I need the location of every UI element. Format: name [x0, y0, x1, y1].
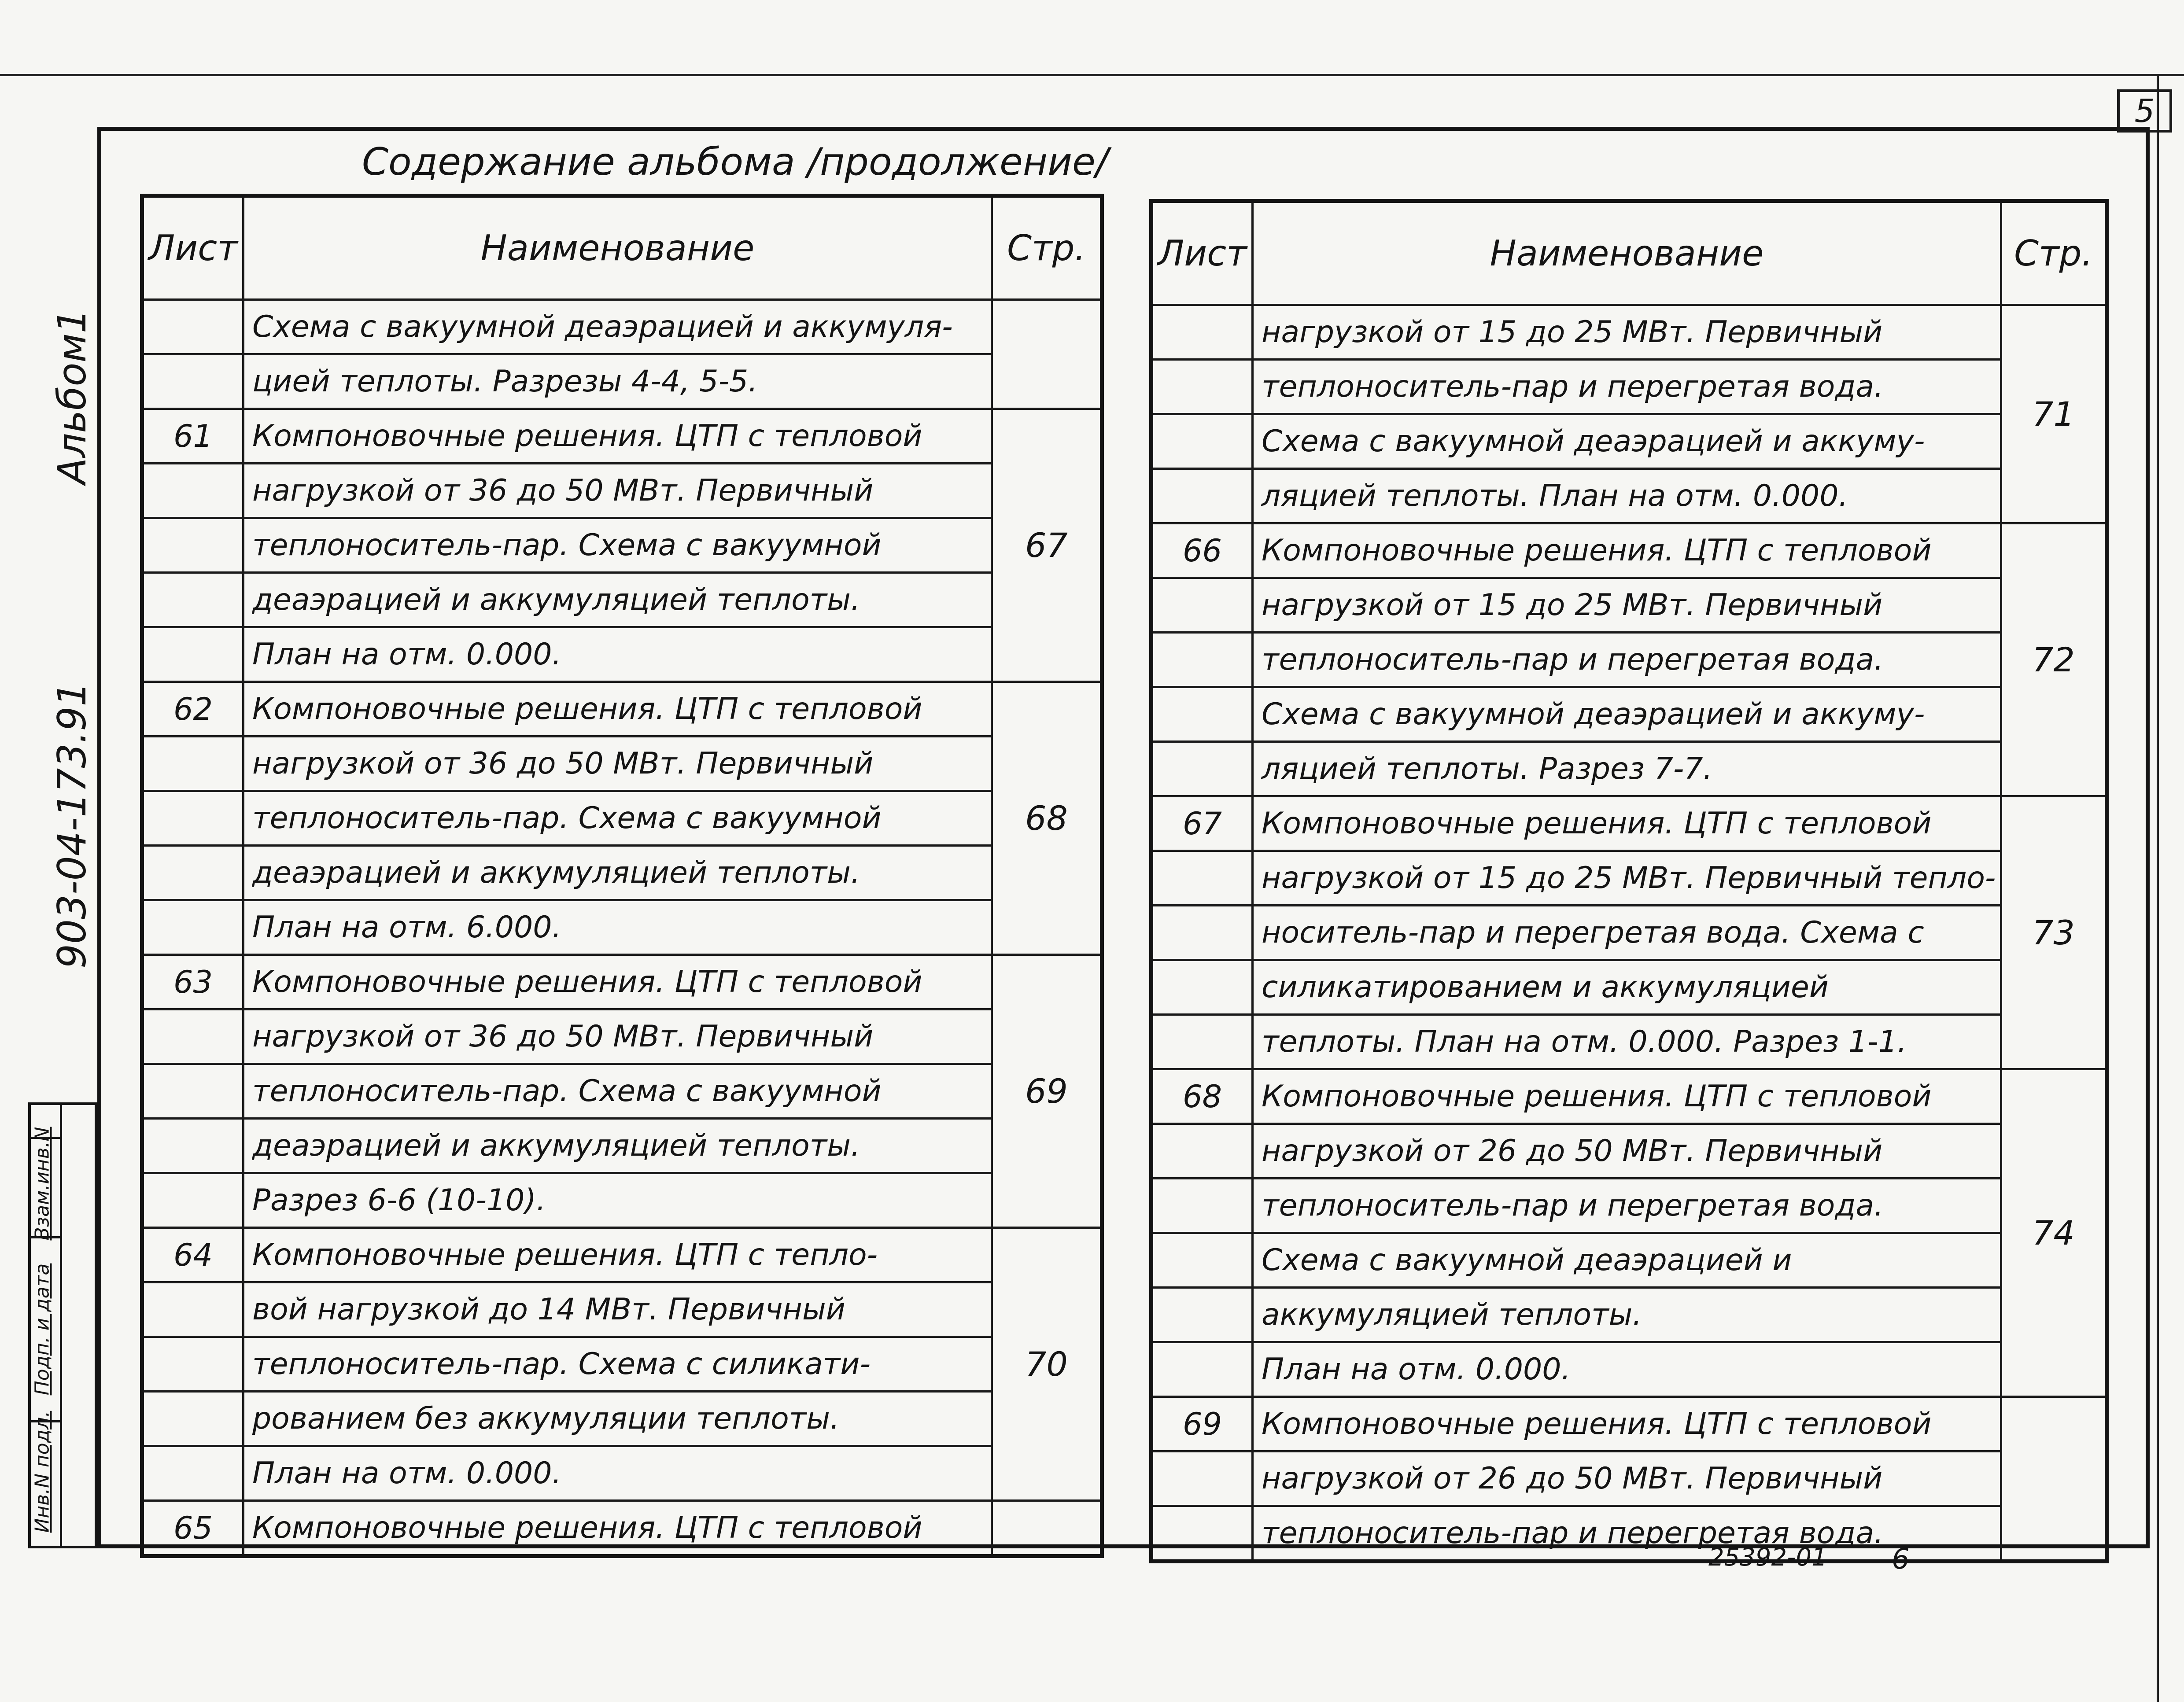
top-border-line [0, 74, 2184, 76]
sheet-number-cell [142, 1119, 243, 1173]
drawing-name-cell: нагрузкой от 15 до 25 МВт. Первичный тепло- [1253, 851, 2001, 906]
drawing-name-cell: цией теплоты. Разрезы 4-4, 5-5. [243, 354, 992, 409]
table-row [142, 464, 1102, 518]
drawing-name-cell: нагрузкой от 26 до 50 МВт. Первичный [1253, 1451, 2001, 1506]
table-row [142, 409, 1102, 464]
drawing-name-cell: нагрузкой от 36 до 50 МВт. Первичный [243, 464, 992, 518]
drawing-name-cell: вой нагрузкой до 14 МВт. Первичный [243, 1282, 992, 1337]
table-row [1151, 1397, 2107, 1451]
table-row [1151, 578, 2107, 633]
sheet-number-cell [1151, 1124, 1253, 1179]
drawing-name-cell: План на отм. 0.000. [243, 627, 992, 682]
drawing-name-cell: теплоноситель-пар. Схема с вакуумной [243, 1064, 992, 1119]
drawing-name-cell: силикатированием и аккумуляцией [1253, 960, 2001, 1015]
drawing-name-cell: Схема с вакуумной деаэрацией и аккуму- [1253, 687, 2001, 742]
page-cell: 72 [2001, 523, 2107, 796]
page-cell: 68 [992, 682, 1102, 955]
sheet-number-cell: 64 [142, 1228, 243, 1282]
table-row [142, 354, 1102, 409]
table-row [142, 1064, 1102, 1119]
table-row [142, 1501, 1102, 1556]
sheet-number-cell [142, 1392, 243, 1446]
drawing-name-cell: носитель-пар и перегретая вода. Схема с [1253, 906, 2001, 960]
table-row [1151, 305, 2107, 360]
sheet-number-cell [1151, 633, 1253, 687]
drawing-name-cell: Компоновочные решения. ЦТП с тепловой [1253, 1397, 2001, 1451]
table-row [1151, 360, 2107, 414]
table-row [1151, 523, 2107, 578]
document-code: 903-04-173.91 [49, 682, 95, 969]
drawing-name-cell: План на отм. 6.000. [243, 900, 992, 955]
drawing-name-cell: нагрузкой от 36 до 50 МВт. Первичный [243, 737, 992, 791]
drawing-name-cell: Компоновочные решения. ЦТП с тепловой [243, 955, 992, 1009]
page-number: 6 [1892, 1543, 1910, 1576]
stamp-signature-label: Подп. и дата [31, 1263, 54, 1396]
drawing-name-cell: Компоновочные решения. ЦТП с тепловой [1253, 523, 2001, 578]
drawing-name-cell: ляцией теплоты. План на отм. 0.000. [1253, 469, 2001, 523]
contents-table-right [1149, 199, 2109, 1563]
sheet-number-cell: 68 [1151, 1069, 1253, 1124]
sheet-number-cell [142, 1446, 243, 1501]
sheet-number-cell: 62 [142, 682, 243, 737]
table-row [1151, 1288, 2107, 1342]
table-row [142, 682, 1102, 737]
table-row [1151, 1069, 2107, 1124]
table-row [1151, 960, 2107, 1015]
drawing-name-cell: теплоноситель-пар и перегретая вода. [1253, 633, 2001, 687]
table-row [1151, 1015, 2107, 1069]
table-row [1151, 1179, 2107, 1233]
drawing-name-cell: теплоноситель-пар. Схема с вакуумной [243, 791, 992, 846]
sheet-number-cell [1151, 1342, 1253, 1397]
table-row [1151, 1233, 2107, 1288]
table-row [142, 1009, 1102, 1064]
sheet-number-cell [1151, 1506, 1253, 1562]
stamp-divider [60, 1105, 62, 1546]
drawing-name-cell: План на отм. 0.000. [1253, 1342, 2001, 1397]
drawing-name-cell: теплоноситель-пар. Схема с вакуумной [243, 518, 992, 573]
drawing-name-cell: Схема с вакуумной деаэрацией и [1253, 1233, 2001, 1288]
table-row [142, 1282, 1102, 1337]
sheet-number-cell [1151, 1233, 1253, 1288]
header-page: Стр. [992, 196, 1102, 300]
drawing-name-cell: рованием без аккумуляции теплоты. [243, 1392, 992, 1446]
table-row [1151, 851, 2107, 906]
table-row [142, 1392, 1102, 1446]
table-row [1151, 1124, 2107, 1179]
table-row [1151, 414, 2107, 469]
sheet-number-cell: 69 [1151, 1397, 1253, 1451]
drawing-name-cell: Компоновочные решения. ЦТП с тепло- [243, 1228, 992, 1282]
drawing-name-cell: теплоноситель-пар и перегретая вода. [1253, 1506, 2001, 1562]
drawing-name-cell: деаэрацией и аккумуляцией теплоты. [243, 573, 992, 627]
header-sheet: Лист [1151, 201, 1253, 305]
page-cell: 70 [992, 1228, 1102, 1501]
table-row [142, 1446, 1102, 1501]
table-row [1151, 469, 2107, 523]
table-row [1151, 1342, 2107, 1397]
drawing-name-cell: Компоновочные решения. ЦТП с тепловой [243, 682, 992, 737]
approval-stamp [28, 1102, 97, 1548]
contents-table-left [140, 194, 1104, 1558]
drawing-name-cell: Компоновочные решения. ЦТП с тепловой [243, 1501, 992, 1556]
sheet-number-cell [1151, 851, 1253, 906]
sheet-number-cell [142, 1282, 243, 1337]
sheet-number-cell [1151, 1015, 1253, 1069]
table-row [142, 627, 1102, 682]
stamp-inventory-label: Инв.N подл. [31, 1411, 54, 1533]
sheet-number-cell: 65 [142, 1501, 243, 1556]
drawing-name-cell: деаэрацией и аккумуляцией теплоты. [243, 846, 992, 900]
sheet-number-cell [1151, 742, 1253, 796]
drawing-name-cell: Компоновочные решения. ЦТП с тепловой [243, 409, 992, 464]
sheet-number-cell [142, 627, 243, 682]
sheet-number-cell [1151, 414, 1253, 469]
drawing-name-cell: Разрез 6-6 (10-10). [243, 1173, 992, 1228]
page-cell [992, 1501, 1102, 1556]
table-row [1151, 687, 2107, 742]
header-sheet: Лист [142, 196, 243, 300]
sheet-number-cell [1151, 1179, 1253, 1233]
stamp-replacement-label: Взам.инв.N [31, 1127, 54, 1241]
drawing-name-cell: теплоноситель-пар. Схема с силикати- [243, 1337, 992, 1392]
page-cell: 71 [2001, 305, 2107, 523]
table-row [142, 1228, 1102, 1282]
table-row [142, 1337, 1102, 1392]
drawing-name-cell: аккумуляцией теплоты. [1253, 1288, 2001, 1342]
page-cell: 73 [2001, 796, 2107, 1069]
document-number: 25392-01 [1708, 1543, 1827, 1572]
sheet-number-cell [142, 900, 243, 955]
sheet-number-cell [142, 737, 243, 791]
sheet-number-cell [142, 1337, 243, 1392]
page-cell: 67 [992, 409, 1102, 682]
sheet-number-cell [142, 1009, 243, 1064]
sheet-number-cell [1151, 360, 1253, 414]
drawing-name-cell: нагрузкой от 15 до 25 МВт. Первичный [1253, 578, 2001, 633]
right-border-line [2157, 74, 2159, 1702]
drawing-name-cell: Схема с вакуумной деаэрацией и аккумуля- [243, 300, 992, 354]
sheet-number-cell [142, 846, 243, 900]
sheet-number-cell: 63 [142, 955, 243, 1009]
sheet-number-cell [142, 791, 243, 846]
table-row [1151, 906, 2107, 960]
sheet-number-box [2117, 89, 2172, 133]
page-cell: 69 [992, 955, 1102, 1228]
page-cell [2001, 1397, 2107, 1562]
sheet-number-cell: 61 [142, 409, 243, 464]
sheet-number-cell: 66 [1151, 523, 1253, 578]
drawing-name-cell: Компоновочные решения. ЦТП с тепловой [1253, 796, 2001, 851]
table-row [142, 1119, 1102, 1173]
table-row [1151, 633, 2107, 687]
header-name: Наименование [243, 196, 992, 300]
sheet-number-cell [142, 300, 243, 354]
table-row [142, 1173, 1102, 1228]
sheet-number-cell [1151, 960, 1253, 1015]
table-row [142, 900, 1102, 955]
page-title: Содержание альбома /продолжение/ [362, 140, 1108, 184]
sheet-number: 5 [2134, 92, 2155, 129]
sheet-number-cell [1151, 1451, 1253, 1506]
drawing-name-cell: теплоноситель-пар и перегретая вода. [1253, 360, 2001, 414]
sheet-number-cell [142, 573, 243, 627]
sheet-number-cell [142, 518, 243, 573]
sheet-number-cell [142, 464, 243, 518]
header-name: Наименование [1253, 201, 2001, 305]
table-row [142, 846, 1102, 900]
table-row [142, 791, 1102, 846]
sheet-number-cell [1151, 469, 1253, 523]
table-row [1151, 1506, 2107, 1562]
table-row [142, 573, 1102, 627]
sheet-number-cell [1151, 305, 1253, 360]
table-row [142, 737, 1102, 791]
album-label: Альбом1 [49, 309, 95, 484]
table-row [1151, 796, 2107, 851]
sheet-number-cell [1151, 1288, 1253, 1342]
drawing-name-cell: План на отм. 0.000. [243, 1446, 992, 1501]
header-page: Стр. [2001, 201, 2107, 305]
sheet-number-cell [142, 1064, 243, 1119]
drawing-name-cell: ляцией теплоты. Разрез 7-7. [1253, 742, 2001, 796]
drawing-name-cell: нагрузкой от 15 до 25 МВт. Первичный [1253, 305, 2001, 360]
sheet-number-cell [1151, 687, 1253, 742]
table-row [142, 955, 1102, 1009]
page-cell: 74 [2001, 1069, 2107, 1397]
sheet-number-cell [142, 354, 243, 409]
table-row [142, 518, 1102, 573]
drawing-name-cell: теплоты. План на отм. 0.000. Разрез 1-1. [1253, 1015, 2001, 1069]
sheet-number-cell [1151, 906, 1253, 960]
drawing-name-cell: Схема с вакуумной деаэрацией и аккуму- [1253, 414, 2001, 469]
table-row [1151, 742, 2107, 796]
sheet-number-cell: 67 [1151, 796, 1253, 851]
drawing-name-cell: теплоноситель-пар и перегретая вода. [1253, 1179, 2001, 1233]
drawing-name-cell: Компоновочные решения. ЦТП с тепловой [1253, 1069, 2001, 1124]
table-row [142, 300, 1102, 354]
drawing-name-cell: нагрузкой от 26 до 50 МВт. Первичный [1253, 1124, 2001, 1179]
sheet-number-cell [1151, 578, 1253, 633]
table-row [1151, 1451, 2107, 1506]
drawing-name-cell: нагрузкой от 36 до 50 МВт. Первичный [243, 1009, 992, 1064]
drawing-name-cell: деаэрацией и аккумуляцией теплоты. [243, 1119, 992, 1173]
page-cell [992, 300, 1102, 409]
sheet-number-cell [142, 1173, 243, 1228]
